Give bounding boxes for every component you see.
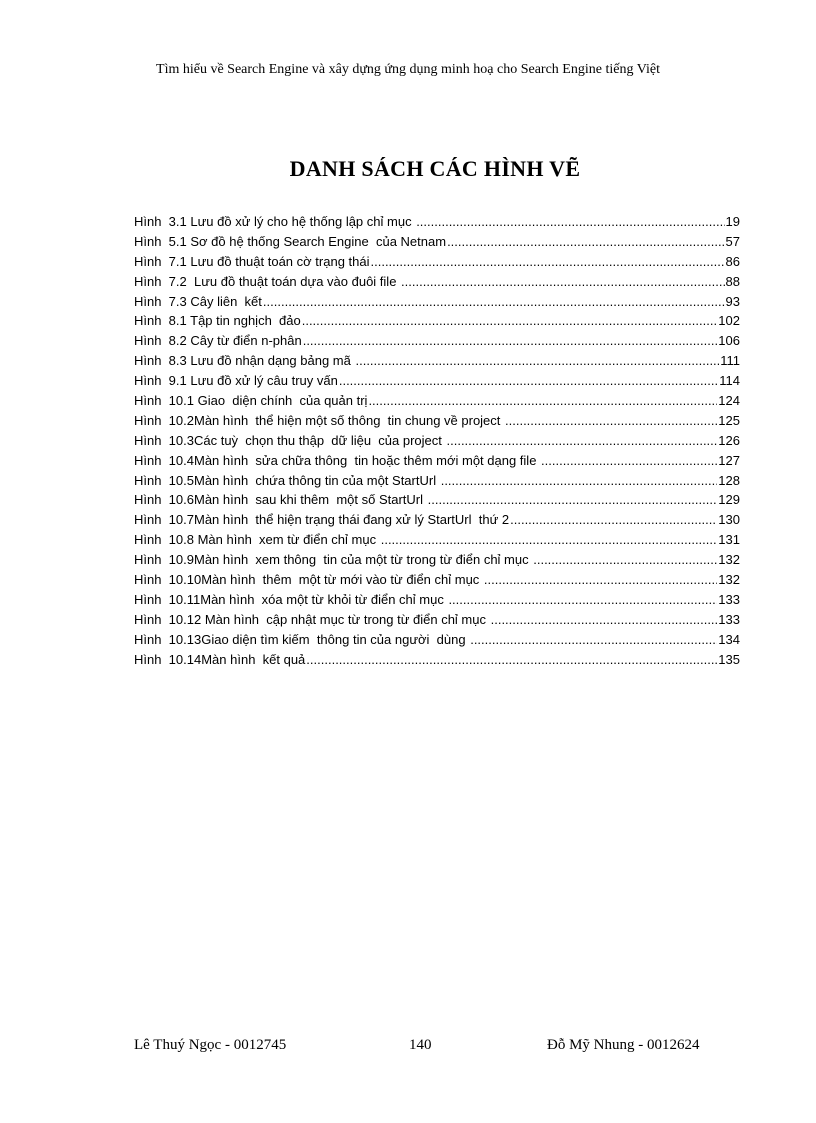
figure-entry-label: Hình 3.1 Lưu đồ xử lý cho hệ thống lập chỉ mục (134, 214, 416, 229)
dot-leader (447, 431, 718, 451)
figure-entry[interactable] (134, 471, 740, 491)
figure-entry-label: Hình 10.6Màn hình sau khi thêm một số StartUrl (134, 492, 427, 508)
dot-leader (541, 451, 717, 471)
figure-list (134, 212, 740, 669)
figure-entry-label: Hình 7.3 Cây liên kết (134, 293, 262, 309)
figure-entry[interactable] (134, 590, 740, 610)
figure-entry[interactable] (134, 331, 740, 351)
figure-entry[interactable] (134, 610, 740, 630)
dot-leader (306, 650, 717, 670)
figure-entry[interactable] (134, 371, 740, 391)
dot-leader (401, 272, 725, 292)
figure-entry-page: 131 (718, 532, 740, 548)
dot-leader (505, 411, 717, 431)
dot-leader (491, 610, 718, 630)
figure-entry-label: Hình 8.2 Cây từ điển n-phân (134, 333, 302, 349)
dot-leader (368, 391, 717, 411)
dot-leader (371, 252, 725, 272)
figure-entry-page: 88 (725, 273, 740, 289)
figure-entry-page: 134 (718, 631, 740, 647)
figure-entry-label: Hình 10.13Giao diện tìm kiếm thông tin của người dùng (134, 631, 470, 647)
footer-page-number: 140 (409, 1037, 432, 1053)
dot-leader (416, 212, 724, 232)
figure-entry[interactable] (134, 650, 740, 670)
dot-leader (355, 351, 719, 371)
figure-entry-label: Hình 10.8 Màn hình xem từ điển chỉ mục (134, 532, 380, 548)
figure-entry-page: 19 (725, 214, 740, 229)
dot-leader (441, 471, 718, 491)
figure-entry-page: 111 (720, 353, 740, 369)
figure-entry[interactable] (134, 630, 740, 650)
figure-entry-label: Hình 9.1 Lưu đồ xử lý câu truy vấn (134, 373, 338, 389)
figure-entry-label: Hình 10.9Màn hình xem thông tin của một từ trong từ điển chỉ mục (134, 552, 533, 568)
figure-entry-label: Hình 7.2 Lưu đồ thuật toán dựa vào đuôi file (134, 273, 401, 289)
dot-leader (448, 590, 717, 610)
figure-entry-page: 133 (718, 591, 740, 607)
figure-entry[interactable] (134, 252, 740, 272)
figure-entry-page: 114 (719, 373, 740, 389)
dot-leader (484, 570, 717, 590)
figure-entry-label: Hình 10.10Màn hình thêm một từ mới vào từ điển chỉ mục (134, 572, 483, 588)
figure-entry[interactable] (134, 292, 740, 312)
figure-entry-page: 93 (725, 293, 740, 309)
figure-entry[interactable] (134, 411, 740, 431)
dot-leader (428, 490, 718, 510)
running-header: Tìm hiểu về Search Engine và xây dựng ứng dụng minh hoạ cho Search Engine tiếng Việt (156, 62, 660, 77)
page-title: DANH SÁCH CÁC HÌNH VẼ (289, 156, 581, 181)
figure-entry-page: 57 (725, 233, 740, 249)
figure-entry-label: Hình 10.3Các tuỳ chọn thu thập dữ liệu của project (134, 432, 446, 448)
figure-entry[interactable] (134, 510, 740, 530)
figure-entry-label: Hình 10.14Màn hình kết quả (134, 651, 306, 667)
dot-leader (510, 510, 717, 530)
figure-entry-label: Hình 10.12 Màn hình cập nhật mục từ trong từ điển chỉ mục (134, 611, 490, 627)
figure-entry-label: Hình 10.4Màn hình sửa chữa thông tin hoặc thêm mới một dạng file (134, 452, 541, 468)
dot-leader (470, 630, 717, 650)
figure-entry-label: Hình 10.5Màn hình chứa thông tin của một StartUrl (134, 472, 440, 488)
figure-entry-page: 124 (718, 393, 740, 409)
dot-leader (303, 331, 718, 351)
dot-leader (447, 232, 724, 252)
figure-entry[interactable] (134, 391, 740, 411)
figure-entry-page: 126 (718, 432, 740, 448)
figure-entry-page: 135 (718, 651, 740, 667)
figure-entry[interactable] (134, 311, 740, 331)
figure-entry[interactable] (134, 431, 740, 451)
figure-entry-label: Hình 5.1 Sơ đồ hệ thống Search Engine của Netnam (134, 233, 447, 249)
figure-entry-label: Hình 7.1 Lưu đồ thuật toán cờ trạng thái (134, 253, 370, 269)
figure-entry[interactable] (134, 550, 740, 570)
figure-entry-label: Hình 8.1 Tập tin nghịch đảo (134, 313, 301, 329)
figure-entry-label: Hình 10.7Màn hình thể hiện trạng thái đang xử lý StartUrl thứ 2 (134, 512, 510, 528)
figure-entry-label: Hình 10.2Màn hình thể hiện một số thông tin chung về project (134, 412, 505, 428)
figure-entry-label: Hình 10.11Màn hình xóa một từ khỏi từ điển chỉ mục (134, 591, 448, 607)
dot-leader (263, 292, 725, 312)
dot-leader (381, 530, 718, 550)
figure-entry-page: 106 (718, 333, 740, 349)
figure-entry-page: 132 (718, 572, 740, 588)
figure-entry[interactable] (134, 490, 740, 510)
figure-entry-page: 125 (718, 412, 740, 428)
dot-leader (533, 550, 717, 570)
figure-entry[interactable] (134, 451, 740, 471)
figure-entry-page: 86 (725, 253, 740, 269)
figure-entry-label: Hình 10.1 Giao diện chính của quản trị (134, 393, 368, 409)
figure-entry-page: 129 (718, 492, 740, 508)
figure-entry[interactable] (134, 272, 740, 292)
dot-leader (339, 371, 718, 391)
footer-author-right: Đỗ Mỹ Nhung - 0012624 (547, 1037, 700, 1053)
figure-entry-page: 133 (718, 611, 740, 627)
figure-entry[interactable] (134, 570, 740, 590)
figure-entry-page: 132 (718, 552, 740, 568)
figure-entry-label: Hình 8.3 Lưu đồ nhận dạng bảng mã (134, 353, 355, 369)
figure-entry[interactable] (134, 212, 740, 232)
figure-entry[interactable] (134, 351, 740, 371)
figure-entry[interactable] (134, 530, 740, 550)
figure-entry[interactable] (134, 232, 740, 252)
figure-entry-page: 127 (718, 452, 740, 468)
footer-author-left: Lê Thuý Ngọc - 0012745 (134, 1037, 287, 1053)
figure-entry-page: 130 (718, 512, 740, 528)
dot-leader (302, 311, 718, 331)
figure-entry-page: 128 (718, 472, 740, 488)
figure-entry-page: 102 (718, 313, 740, 329)
